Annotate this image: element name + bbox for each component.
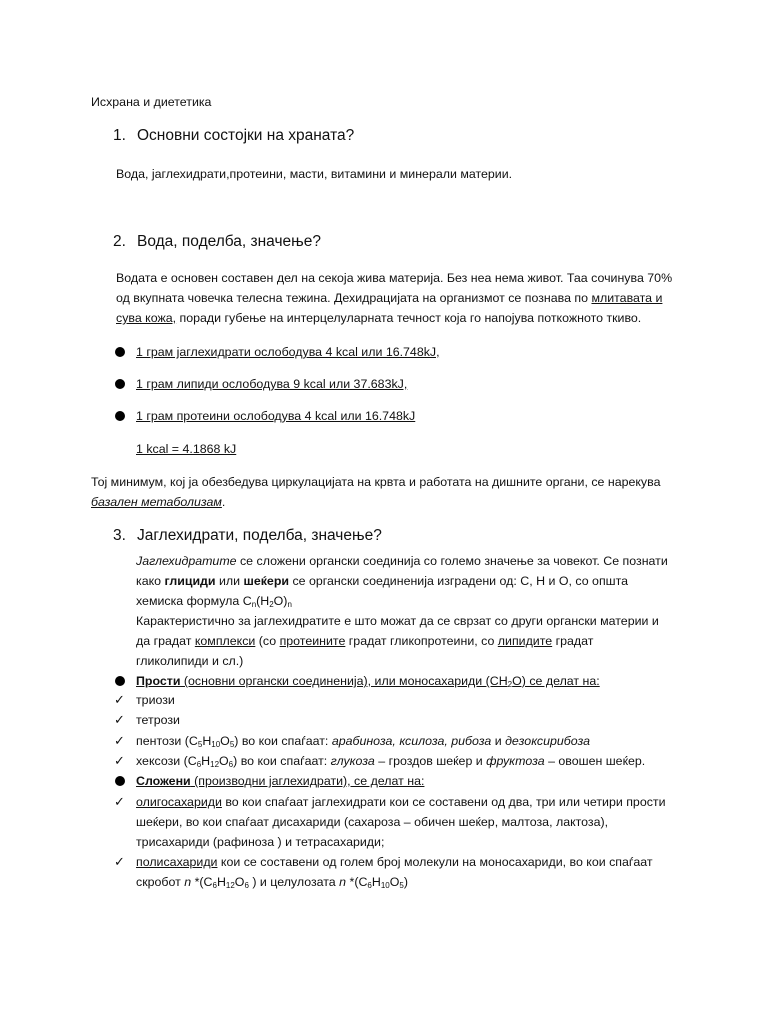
list-item-pentoses <box>136 731 590 751</box>
section-1-heading <box>113 127 354 145</box>
text-run-underlined: сува кожа, <box>116 311 177 325</box>
section-1-number: 1. <box>113 127 126 144</box>
text-run: се органски соединенија изградени од: C, H и O, со општа <box>289 574 629 588</box>
checkmark-icon: ✓ <box>114 854 125 869</box>
text-run: ) <box>403 875 408 889</box>
text-run: *(C <box>346 875 368 889</box>
text-run: O <box>219 754 229 768</box>
text-run: H <box>201 754 211 768</box>
section-2-para2-line2 <box>91 492 225 512</box>
text-run-italic: арабиноза, ксилоза, рибоза <box>331 734 492 748</box>
document-title: Исхрана и диететика <box>91 95 212 109</box>
text-run: H <box>202 734 212 748</box>
subscript: n <box>287 600 292 609</box>
text-run: поради губење на интерцелуларната течност која го напојува поткожното ткиво. <box>176 311 642 325</box>
complex-carbs-heading <box>136 771 424 791</box>
text-run: градат <box>552 634 594 648</box>
section-3-line4: Карактеристично за јаглехидратите е што можат да се сврзат со други органски материи и <box>136 614 659 628</box>
section-3-line1 <box>136 551 668 571</box>
text-run: пентози (C <box>136 734 198 748</box>
text-run: O) се делат на: <box>512 674 600 688</box>
section-3-line6: гликолипиди и сл.) <box>136 654 244 668</box>
checkmark-icon: ✓ <box>114 712 125 727</box>
section-3-line5 <box>136 631 593 651</box>
text-run: O <box>220 734 230 748</box>
bullet-icon <box>115 676 125 686</box>
section-1-title: Основни состојки на храната? <box>137 127 355 144</box>
subscript: n <box>251 600 257 609</box>
checkmark-icon: ✓ <box>114 753 125 768</box>
subscript: 5 <box>197 740 203 749</box>
section-2-para1-line1: Водата е основен составен дел на секоја жива материја. Без неа нема живот. Таа сочинува 70% <box>116 271 673 285</box>
section-3-line3 <box>136 591 292 611</box>
polysaccharides-line1 <box>136 852 653 872</box>
subscript: 6 <box>212 881 217 890</box>
kcal-conversion: 1 kcal = 4.1868 kJ <box>136 442 237 456</box>
text-run: . <box>221 495 226 509</box>
text-run: O <box>389 875 400 889</box>
text-run-underlined: комплекси <box>194 634 256 648</box>
section-3-heading <box>113 527 382 545</box>
text-run-italic: фруктоза <box>486 754 545 768</box>
list-item-tetroses: тетрози <box>136 713 180 727</box>
text-run: или <box>215 574 244 588</box>
section-3-line2 <box>136 571 628 591</box>
energy-bullet-3: 1 грам протеини ослободува 4 kcal или 16.748kJ <box>136 409 416 423</box>
text-run: хемиска формула C <box>136 594 252 608</box>
text-run-underlined: млитавата и <box>591 291 663 305</box>
text-run-italic: Јаглехидратите <box>136 554 237 568</box>
text-run-underlined: полисахариди <box>136 855 218 869</box>
text-run: (H <box>256 594 270 608</box>
section-3-number: 3. <box>113 527 126 544</box>
section-3-title: Јаглехидрати, поделба, значење? <box>137 527 382 544</box>
subscript: 5 <box>399 881 404 890</box>
text-run-bold: Сложени <box>136 774 191 788</box>
bullet-icon <box>115 776 125 786</box>
text-run: O <box>234 875 245 889</box>
text-run-underlined: липидите <box>497 634 553 648</box>
text-run-underlined: олигосахариди <box>136 795 222 809</box>
text-run: ) во кои спаѓаат: <box>233 754 331 768</box>
text-run: хексози (C <box>136 754 197 768</box>
text-run: (со <box>255 634 280 648</box>
subscript: 12 <box>210 760 220 769</box>
text-run: H <box>216 875 226 889</box>
simple-carbs-heading <box>136 671 600 691</box>
oligosaccharides-line2: шеќери, во кои спаѓаат дисахариди (сахароза – обичен шеќер, малтоза, лактоза), <box>136 815 609 829</box>
subscript: 6 <box>244 881 249 890</box>
text-run-italic: n <box>339 875 347 889</box>
text-run: (основни органски соединенија), или моносахариди (CH <box>180 674 508 688</box>
text-run: ) и целулозата <box>248 875 340 889</box>
text-run: *(C <box>191 875 213 889</box>
subscript: 5 <box>229 740 235 749</box>
text-run: O) <box>273 594 288 608</box>
text-run: (производни јаглехидрати), се делат на: <box>190 774 425 788</box>
text-run: како <box>136 574 165 588</box>
bullet-icon <box>115 379 125 389</box>
text-run-bold: глициди <box>164 574 216 588</box>
bullet-icon <box>115 411 125 421</box>
text-run: ) во кои спаѓаат: <box>234 734 332 748</box>
checkmark-icon: ✓ <box>114 794 125 809</box>
oligosaccharides-line3: трисахариди (рафиноза ) и тетрасахариди; <box>136 835 385 849</box>
subscript: 12 <box>225 881 235 890</box>
list-item-hexoses <box>136 751 645 771</box>
text-run-bold: Прости <box>136 674 181 688</box>
list-item-trioses: триози <box>136 693 175 707</box>
text-run: градат гликопротеини, со <box>345 634 498 648</box>
text-run-bold: шеќери <box>243 574 290 588</box>
section-2-heading <box>113 233 321 251</box>
bullet-icon <box>115 347 125 357</box>
subscript: 6 <box>228 760 234 769</box>
text-run-italic: дезоксирибоза <box>505 734 591 748</box>
subscript: 10 <box>211 740 221 749</box>
checkmark-icon: ✓ <box>114 692 125 707</box>
text-run: скробот <box>136 875 185 889</box>
text-run: и <box>491 734 506 748</box>
text-run: H <box>371 875 381 889</box>
energy-bullet-1: 1 грам јаглехидрати ослободува 4 kcal или 16.748kJ, <box>136 345 440 359</box>
section-2-para1-line3 <box>116 308 641 328</box>
section-1-body: Вода, јаглехидрати,протеини, масти, витамини и минерали материи. <box>116 167 513 181</box>
section-2-para1-line2 <box>116 288 662 308</box>
text-run: да градат <box>136 634 195 648</box>
subscript: 10 <box>380 881 390 890</box>
subscript: 2 <box>269 600 274 609</box>
text-run: кои се составени од голем број молекули на моносахариди, во кои спаѓаат <box>217 855 653 869</box>
subscript: 6 <box>367 881 372 890</box>
subscript: 6 <box>196 760 202 769</box>
energy-bullet-2: 1 грам липиди ослободува 9 kcal или 37.683kJ, <box>136 377 408 391</box>
oligosaccharides-line1 <box>136 792 666 812</box>
text-run: се сложени органски соединија со големо значење за човекот. Се познати <box>236 554 668 568</box>
text-run: – овошен шеќер. <box>544 754 646 768</box>
subscript: 2 <box>507 680 513 689</box>
text-run: – гроздов шеќер и <box>374 754 487 768</box>
section-2-title: Вода, поделба, значење? <box>137 233 321 250</box>
basal-metabolism-term: базален метаболизам <box>91 495 222 509</box>
text-run-italic: глукоза <box>330 754 375 768</box>
text-run-italic: n <box>184 875 192 889</box>
section-2-number: 2. <box>113 233 126 250</box>
polysaccharides-line2 <box>136 872 408 892</box>
text-run: во кои спаѓаат јаглехидрати кои се составени од два, три или четири прости <box>221 795 666 809</box>
checkmark-icon: ✓ <box>114 733 125 748</box>
text-run-underlined: протеините <box>279 634 346 648</box>
section-2-para2-line1: Тој минимум, кој ја обезбедува циркулацијата на крвта и работата на дишните органи, се нарекува <box>91 475 661 489</box>
text-run: од вкупната човечка телесна тежина. Дехидрацијата на организмот се познава по <box>116 291 592 305</box>
